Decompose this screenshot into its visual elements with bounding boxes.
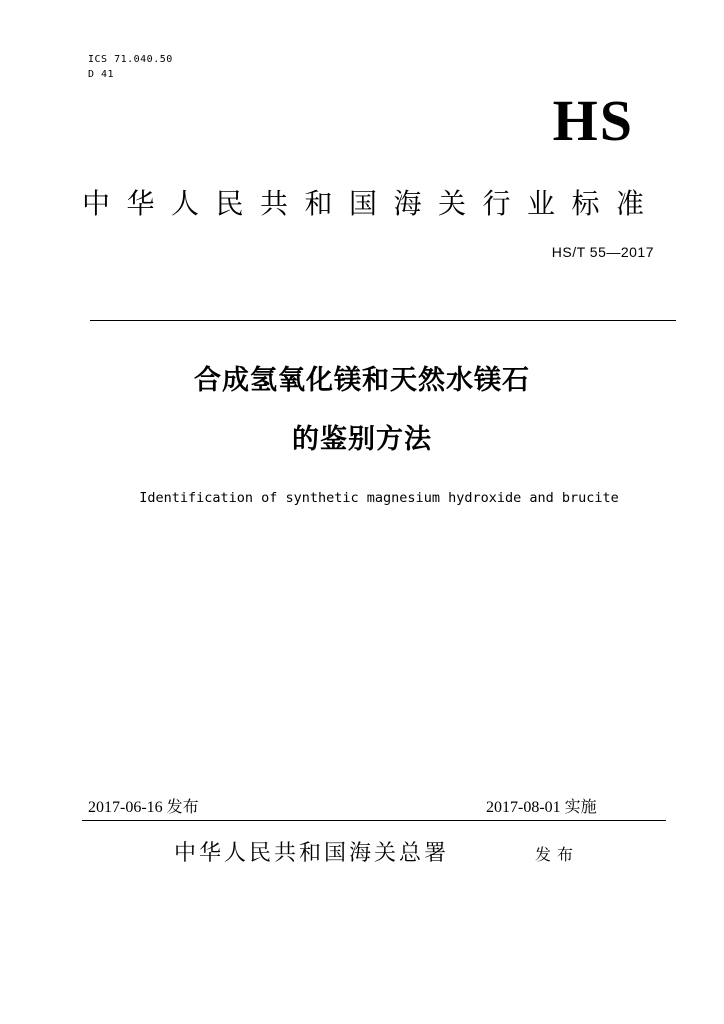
title-zh-line-2: 的鉴别方法 <box>292 424 432 455</box>
issuer-name: 中华人民共和国海关总署 <box>174 841 450 866</box>
bottom-divider <box>82 820 666 821</box>
implementation-date: 2017-08-01 实施 <box>486 799 597 816</box>
top-divider <box>90 320 676 321</box>
issue-date: 2017-06-16 发布 <box>88 799 199 816</box>
standard-number: HS/T 55—2017 <box>551 244 654 260</box>
title-zh-line-1: 合成氢氧化镁和天然水镁石 <box>194 365 530 396</box>
hs-logo: HS <box>552 88 634 153</box>
issuer-action: 发布 <box>535 845 580 864</box>
standard-category: 中华人民共和国海关行业标准 <box>82 187 661 220</box>
ccs-code: D 41 <box>88 69 115 80</box>
ics-code: ICS 71.040.50 <box>88 54 173 65</box>
title-en: Identification of synthetic magnesium hydroxide and brucite <box>139 490 619 506</box>
